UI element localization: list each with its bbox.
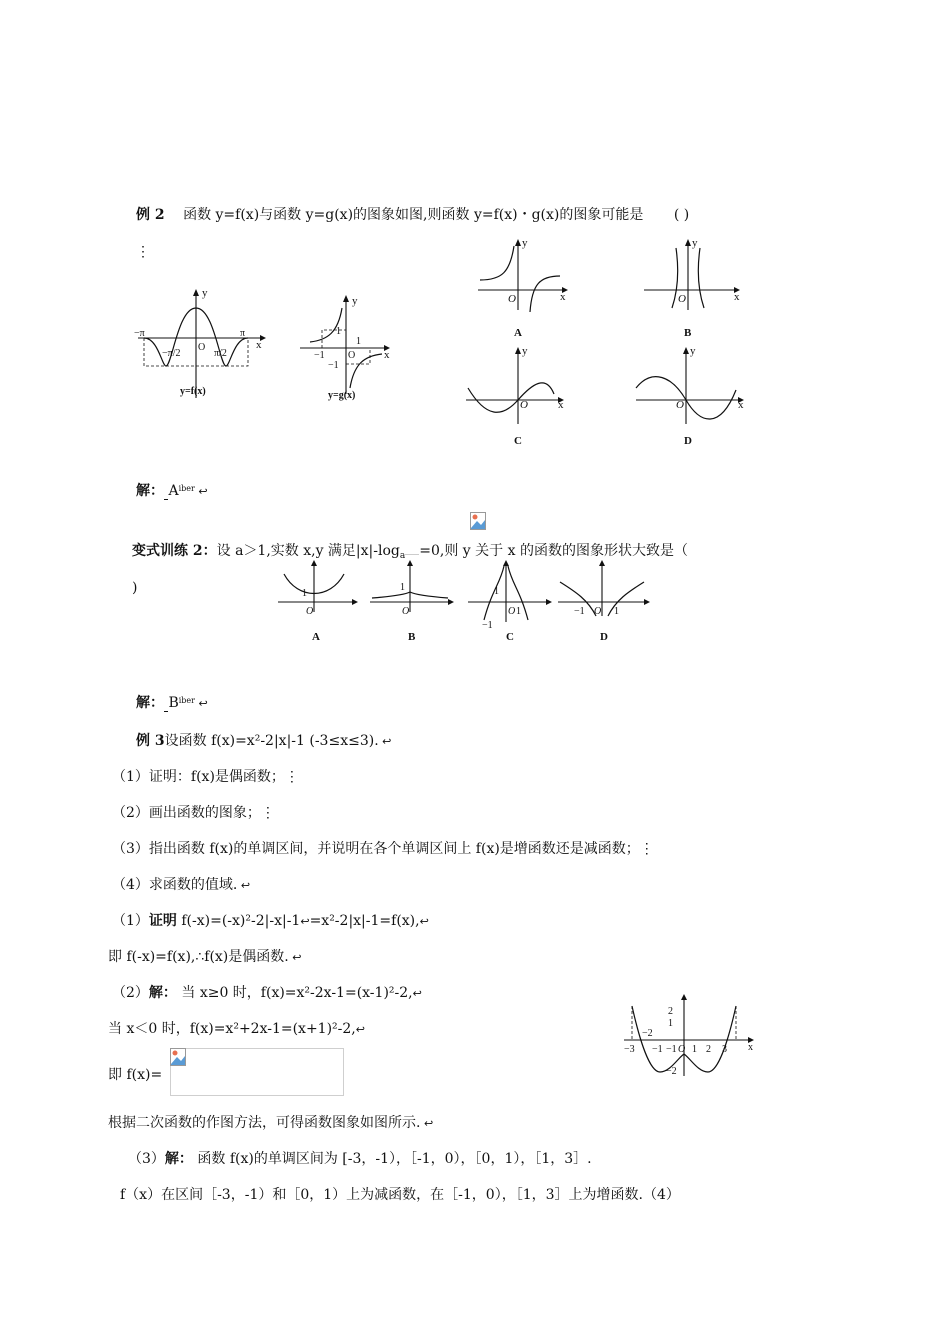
example-3-q1: （1）证明：f(x)是偶函数；⋮: [112, 769, 299, 785]
example-3-q3: （3）指出函数 f(x)的单调区间，并说明在各个单调区间上 f(x)是增函数还是减函数；⋮: [112, 841, 654, 857]
svg-text:1: 1: [302, 588, 307, 599]
example-2-solution-label: 解：: [136, 483, 164, 499]
svg-text:O: O: [676, 399, 684, 411]
broken-image-icon: [470, 512, 486, 530]
variant-2-solution-label: 解：: [136, 695, 164, 711]
figure-g-xlabel: x: [384, 349, 390, 361]
svg-text:O: O: [508, 606, 516, 617]
svg-text:3: 3: [722, 1044, 727, 1055]
figure-g-tick-neg1x: −1: [314, 350, 325, 361]
paragraph-mark-icon: ↩: [378, 735, 392, 748]
svg-text:y: y: [522, 237, 528, 249]
example-2-mark: ⋮: [136, 244, 150, 260]
answer-3-line2: f（x）在区间［-3，-1）和［0，1）上为减函数，在［-1，0），［1，3］上为增函数.（4）: [120, 1187, 680, 1203]
svg-text:−2: −2: [666, 1066, 677, 1077]
answer-1-line2: 即 f(-x)=f(x),∴f(x)是偶函数. ↩: [108, 949, 302, 965]
variant-2-solution-answer: B: [168, 695, 179, 711]
answer-1-text2: =x²-2|x|-1=f(x),: [309, 913, 420, 929]
example-2-paren: ( ): [673, 207, 690, 223]
example-3-line: [136, 730, 391, 750]
example-3-label: 例 3: [136, 733, 165, 749]
svg-text:1: 1: [400, 582, 405, 593]
svg-text:x: x: [748, 1042, 753, 1053]
paragraph-mark-icon: ↩: [195, 697, 208, 710]
variant-2-close: ): [132, 580, 138, 596]
variant-2-line: [132, 540, 688, 561]
figure-f-origin: O: [198, 342, 206, 353]
example-2-solution: 解： $A^{iber}$ ↩: [136, 483, 208, 499]
svg-text:1: 1: [668, 1018, 673, 1029]
example-2-solution-answer: A: [168, 483, 179, 499]
answer-3-line: （3）解： 函数 f(x)的单调区间为 [-3，-1），［-1，0），［0，1），［1，3］.: [128, 1151, 592, 1167]
example-3-graph: [622, 996, 762, 1086]
variant-2-solution: 解： $B^{iber}$ ↩: [136, 695, 208, 711]
svg-text:O: O: [508, 293, 516, 305]
answer-3-label: 解：: [164, 1151, 193, 1167]
answer-2-line2: 当 x＜0 时，f(x)=x²+2x-1=(x+1)²-2,↩: [108, 1021, 365, 1037]
figure-g-caption: y=g(x): [328, 390, 356, 401]
svg-text:y: y: [522, 345, 528, 357]
figure-f-tick-pi: π: [240, 328, 246, 339]
piecewise-formula-image: [170, 1048, 344, 1096]
variant-2-label: 变式训练 2：: [132, 543, 217, 559]
answer-2-text: 当 x≥0 时，f(x)=x²-2x-1=(x-1)²-2,: [176, 985, 413, 1001]
paragraph-mark-icon: ↩: [194, 485, 208, 498]
figure-f-tick-half-pi: π/2: [214, 348, 227, 359]
svg-text:O: O: [594, 606, 602, 617]
variant-option-b: [368, 560, 458, 643]
option-b-graph: [640, 236, 750, 346]
svg-text:x: x: [734, 291, 740, 303]
paragraph-mark-icon: ↩: [237, 879, 251, 892]
svg-text:2: 2: [706, 1044, 711, 1055]
example-3-text: 设函数 f(x)=x²-2|x|-1 (-3≤x≤3).: [164, 733, 379, 749]
example-2-text: 函数 y=f(x)与函数 y=g(x)的图象如图,则函数 y=f(x)・g(x)的图象可能是: [183, 207, 644, 223]
svg-text:x: x: [738, 399, 744, 411]
figure-g-ylabel: y: [352, 295, 358, 307]
figure-f: [132, 286, 272, 406]
svg-text:O: O: [402, 606, 410, 617]
svg-text:x: x: [558, 399, 564, 411]
answer-1-text: f(-x)=(-x)²-2|-x|-1: [176, 913, 301, 929]
example-2-label: 例 2: [136, 207, 165, 223]
svg-text:−2: −2: [642, 1028, 653, 1039]
variant-2-sub: a: [399, 551, 406, 561]
svg-text:O: O: [678, 293, 686, 305]
svg-text:B: B: [408, 631, 416, 643]
svg-text:1: 1: [494, 586, 499, 597]
svg-text:1: 1: [614, 606, 619, 617]
variant-2-text-before: 设 a＞1,实数 x,y 满足|x|-log: [216, 543, 400, 559]
figure-f-tick-neg-pi: −π: [134, 328, 145, 339]
option-a-label: A: [514, 327, 522, 339]
figure-f-ylabel: y: [202, 287, 208, 299]
answer-2-line4: 根据二次函数的作图方法，可得函数图象如图所示. ↩: [108, 1115, 434, 1131]
variant-2-text-after: =0,则 y 关于 x 的函数的图象形状大致是（: [419, 543, 688, 559]
option-b-label: B: [684, 327, 692, 339]
svg-text:1: 1: [692, 1044, 697, 1055]
figure-g-tick-1x: 1: [356, 336, 361, 347]
figure-g: [298, 292, 398, 412]
example-3-q4-line: [112, 874, 250, 894]
svg-text:O: O: [306, 606, 314, 617]
example-2-line: [136, 204, 689, 224]
example-3-q2: （2）画出函数的图象；⋮: [112, 805, 275, 821]
svg-text:−1: −1: [666, 1044, 677, 1055]
svg-text:x: x: [560, 291, 566, 303]
variant-option-d: [556, 560, 656, 643]
svg-text:y: y: [692, 237, 698, 249]
option-c-label: C: [514, 435, 522, 447]
svg-text:−1: −1: [574, 606, 585, 617]
svg-text:−1: −1: [482, 620, 493, 631]
answer-1-label: 证明: [148, 913, 177, 929]
answer-2-label: 解：: [148, 985, 177, 1001]
answer-2-line: （2）解： 当 x≥0 时，f(x)=x²-2x-1=(x-1)²-2,↩: [112, 985, 422, 1001]
broken-image-icon: [170, 1048, 186, 1066]
svg-text:D: D: [600, 631, 608, 643]
svg-text:A: A: [312, 631, 320, 643]
svg-text:O: O: [520, 399, 528, 411]
answer-3-text: 函数 f(x)的单调区间为 [-3，-1），［-1，0），［0，1），［1，3］.: [192, 1151, 592, 1167]
svg-text:y: y: [690, 345, 696, 357]
figure-g-tick-neg1y: −1: [328, 360, 339, 371]
variant-option-a: [274, 560, 364, 643]
figure-f-xlabel: x: [256, 339, 262, 351]
figure-g-tick-1y: 1: [336, 326, 341, 337]
figure-g-origin: O: [348, 350, 356, 361]
answer-2-line3: 即 f(x)=: [108, 1067, 163, 1083]
option-d-graph: [632, 344, 752, 454]
option-c-graph: [462, 344, 572, 454]
example-3-q4: （4）求函数的值域.: [112, 877, 238, 893]
variant-option-c: [464, 560, 554, 643]
svg-text:1: 1: [516, 606, 521, 617]
figure-f-tick-neg-half-pi: −π/2: [162, 348, 181, 359]
option-a-graph: [474, 236, 574, 346]
svg-text:−1: −1: [652, 1044, 663, 1055]
figure-f-caption: y=f(x): [180, 386, 206, 397]
option-d-label: D: [684, 435, 692, 447]
svg-text:C: C: [506, 631, 514, 643]
answer-1-line: （1）证明 f(-x)=(-x)²-2|-x|-1↩=x²-2|x|-1=f(x),↩: [112, 913, 429, 929]
svg-text:−3: −3: [624, 1044, 635, 1055]
svg-text:2: 2: [668, 1006, 673, 1017]
svg-text:O: O: [678, 1044, 686, 1055]
